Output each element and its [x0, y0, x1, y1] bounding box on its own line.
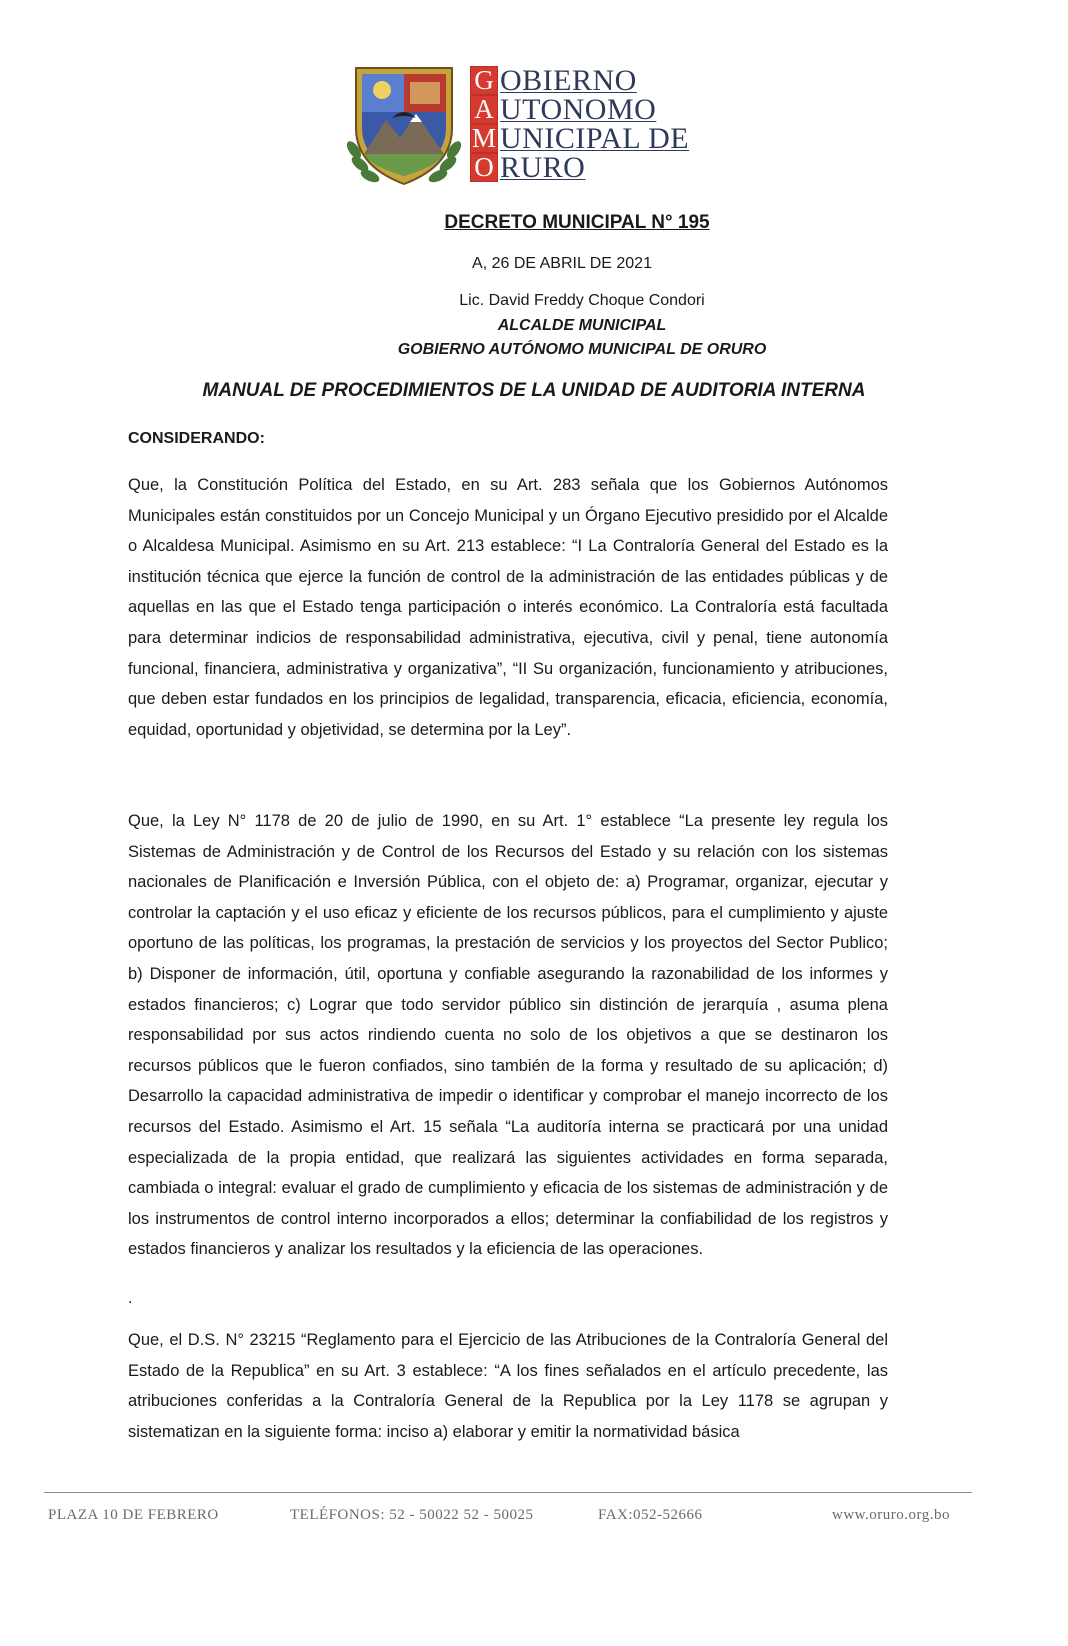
- signer-name: Lic. David Freddy Choque Condori: [459, 292, 705, 309]
- body-paragraph: Que, el D.S. N° 23215 “Reglamento para el Ejercicio de las Atribuciones de la Contraloría General del Estado de la Republica” en su Art. 3 establece: “A los fines señalados en el artículo precedente, las atribuciones conferidas a la Contraloría General de la Republica por la Ley 1178 se agrupan y sistematizan en la siguiente forma: inciso a) elaborar y emitir la normatividad básica: [128, 1331, 888, 1441]
- decree-title: DECRETO MUNICIPAL N° 195: [444, 212, 710, 233]
- logo-line: [470, 95, 689, 124]
- logo-line: [470, 124, 689, 153]
- logo-word: RURO: [500, 151, 586, 184]
- coat-of-arms-icon: [340, 58, 468, 194]
- logo-word: UNICIPAL DE: [500, 122, 690, 155]
- footer-address: PLAZA 10 DE FEBRERO: [48, 1507, 219, 1523]
- logo-line: [470, 153, 689, 182]
- logo-word: UTONOMO: [500, 93, 657, 126]
- stray-mark: .: [128, 1290, 133, 1307]
- manual-title: MANUAL DE PROCEDIMIENTOS DE LA UNIDAD DE AUDITORIA INTERNA: [202, 380, 866, 401]
- signer-organization: GOBIERNO AUTÓNOMO MUNICIPAL DE ORURO: [397, 341, 767, 358]
- footer-fax: FAX:052-52666: [598, 1507, 703, 1523]
- section-heading: CONSIDERANDO:: [128, 430, 265, 447]
- decree-date: A, 26 DE ABRIL DE 2021: [472, 255, 652, 272]
- footer-website-link[interactable]: www.oruro.org.bo: [832, 1507, 950, 1523]
- logo-line: [470, 66, 689, 95]
- footer-phones: TELÉFONOS: 52 - 50022 52 - 50025: [290, 1507, 534, 1523]
- logo-initial: G: [470, 66, 498, 95]
- logo-word: OBIERNO: [500, 64, 637, 97]
- footer-divider: [44, 1492, 972, 1493]
- logo-initial: M: [471, 123, 496, 153]
- body-paragraph: Que, la Ley N° 1178 de 20 de julio de 1990, en su Art. 1° establece “La presente ley regula los Sistemas de Administración y de Control de los Recursos del Estado y su relación con los sistemas nacionales de Planificación e Inversión Pública, con el objeto de: a) Programar, organizar, ejecutar y controlar la captación y el uso eficaz y eficiente de los recursos públicos, para el cumplimiento y ajuste oportuno de las políticas, los programas, la prestación de servicios y los proyectos del Sector Publico; b) Disponer de información, útil, oportuna y confiable asegurando la razonabilidad de los informes y estados financieros; c) Lograr que todo servidor público sin distinción de jerarquía , asuma plena responsabilidad por sus actos rindiendo cuenta no solo de los objetivos a que se destinaron los recursos públicos que le fueron confiados, sino también de la forma y resultado de su aplicación; d) Desarrollo la capacidad administrativa de impedir o identificar y comprobar el manejo incorrecto de los recursos del Estado. Asimismo el Art. 15 señala “La auditoría interna se practicará por una unidad especializada de la propia entidad, que realizará las siguientes actividades en forma separada, cambiada o integral: evaluar el grado de cumplimiento y eficacia de los sistemas de administración y de los instrumentos de control interno incorporados a ellos; determinar la confiabilidad de los registros y estados financieros y analizar los resultados y la eficiencia de las operaciones.: [128, 812, 888, 1259]
- logo-initial: O: [470, 153, 498, 182]
- logo-wordmark: [470, 66, 689, 182]
- logo-initial: A: [470, 95, 498, 124]
- body-paragraph: Que, la Constitución Política del Estado, en su Art. 283 señala que los Gobiernos Autónomos Municipales están constituidos por un Concejo Municipal y un Órgano Ejecutivo presidido por el Alcalde o Alcaldesa Municipal. Asimismo en su Art. 213 establece: “I La Contraloría General del Estado es la institución técnica que ejerce la función de control de la administración de las entidades públicas y de aquellas en las que el Estado tenga participación o interés económico. La Contraloría está facultada para determinar indicios de responsabilidad administrativa, ejecutiva, civil y penal, tiene autonomía funcional, financiera, administrativa y organizativa”, “II Su organización, funcionamiento y atribuciones, que deben estar fundados en los principios de legalidad, transparencia, eficacia, eficiencia, economía, equidad, oportunidad y objetividad, se determina por la Ley”.: [128, 476, 888, 739]
- municipal-header: [340, 58, 760, 198]
- signer-role: ALCALDE MUNICIPAL: [497, 317, 667, 334]
